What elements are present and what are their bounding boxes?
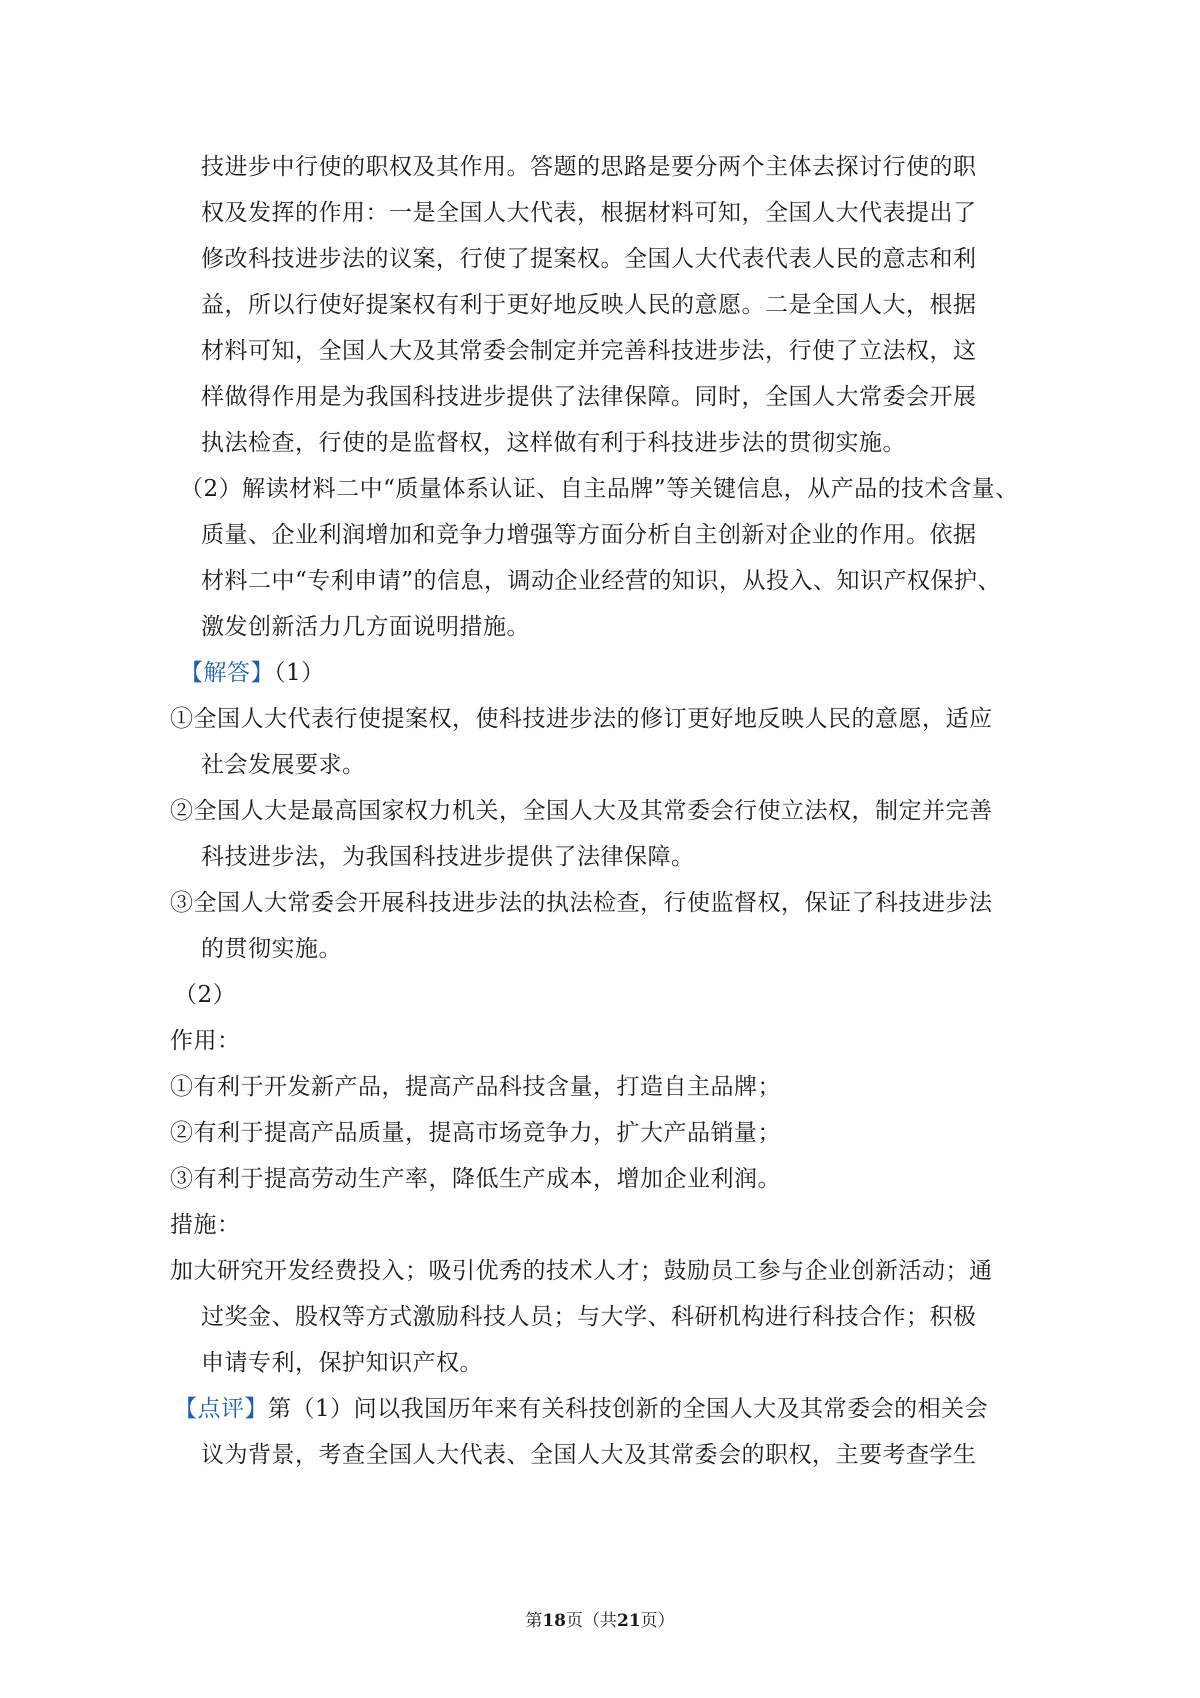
analysis-line-11: 激发创新活力几方面说明措施。 <box>201 614 530 640</box>
answer-part2-label: （2） <box>174 982 237 1008</box>
effect-item-3: ③有利于提高劳动生产率，降低生产成本，增加企业利润。 <box>170 1166 781 1192</box>
effect-label: 作用： <box>170 1028 241 1054</box>
analysis-line-10: 材料二中“专利申请”的信息，调动企业经营的知识，从投入、知识产权保护、 <box>201 568 1002 594</box>
analysis-line-2: 权及发挥的作用：一是全国人大代表，根据材料可知，全国人大代表提出了 <box>201 200 977 226</box>
answer-item-2-cont: 科技进步法，为我国科技进步提供了法律保障。 <box>201 844 695 870</box>
comment-text-1: 第（1）问以我国历年来有关科技创新的全国人大及其常委会的相关会 <box>268 1396 989 1422</box>
analysis-line-4: 益，所以行使好提案权有利于更好地反映人民的意愿。二是全国人大，根据 <box>201 292 977 318</box>
footer-middle: 页（共 <box>566 1611 617 1631</box>
page-footer <box>0 1606 1200 1631</box>
measure-line-1: 加大研究开发经费投入；吸引优秀的技术人才；鼓励员工参与企业创新活动；通 <box>170 1258 993 1284</box>
analysis-line-1: 技进步中行使的职权及其作用。答题的思路是要分两个主体去探讨行使的职 <box>201 154 977 180</box>
footer-prefix: 第 <box>525 1611 543 1631</box>
measure-label: 措施： <box>170 1212 241 1238</box>
analysis-line-9: 质量、企业利润增加和竞争力增强等方面分析自主创新对企业的作用。依据 <box>201 522 977 548</box>
footer-suffix: 页） <box>640 1611 675 1631</box>
analysis-line-7: 执法检查，行使的是监督权，这样做有利于科技进步法的贯彻实施。 <box>201 430 906 456</box>
effect-item-2: ②有利于提高产品质量，提高市场竞争力，扩大产品销量； <box>170 1120 781 1146</box>
answer-item-1-cont: 社会发展要求。 <box>201 752 366 778</box>
analysis-line-6: 样做得作用是为我国科技进步提供了法律保障。同时，全国人大常委会开展 <box>201 384 977 410</box>
measure-line-2: 过奖金、股权等方式激励科技人员；与大学、科研机构进行科技合作；积极 <box>201 1304 977 1330</box>
footer-page-number: 18 <box>542 1611 566 1631</box>
effect-item-1: ①有利于开发新产品，提高产品科技含量，打造自主品牌； <box>170 1074 781 1100</box>
answer-item-2: ②全国人大是最高国家权力机关，全国人大及其常委会行使立法权，制定并完善 <box>170 798 993 824</box>
measure-line-3: 申请专利，保护知识产权。 <box>201 1350 483 1376</box>
comment-line-1 <box>174 1390 988 1423</box>
answer-tag: 【解答】 <box>180 660 274 686</box>
answer-item-3-cont: 的贯彻实施。 <box>201 936 342 962</box>
analysis-line-5: 材料可知，全国人大及其常委会制定并完善科技进步法，行使了立法权，这 <box>201 338 977 364</box>
comment-tag: 【点评】 <box>174 1396 268 1422</box>
analysis-line-3: 修改科技进步法的议案，行使了提案权。全国人大代表代表人民的意志和利 <box>201 246 977 272</box>
answer-part1-label: （1） <box>274 660 325 686</box>
comment-line-2: 议为背景，考查全国人大代表、全国人大及其常委会的职权，主要考查学生 <box>201 1442 977 1468</box>
answer-item-1: ①全国人大代表行使提案权，使科技进步法的修订更好地反映人民的意愿，适应 <box>170 706 993 732</box>
footer-total-pages: 21 <box>617 1611 641 1631</box>
analysis-line-8: （2）解读材料二中“质量体系认证、自主品牌”等关键信息，从产品的技术含量、 <box>180 476 1019 502</box>
answer-item-3: ③全国人大常委会开展科技进步法的执法检查，行使监督权，保证了科技进步法 <box>170 890 993 916</box>
answer-heading <box>180 654 325 687</box>
